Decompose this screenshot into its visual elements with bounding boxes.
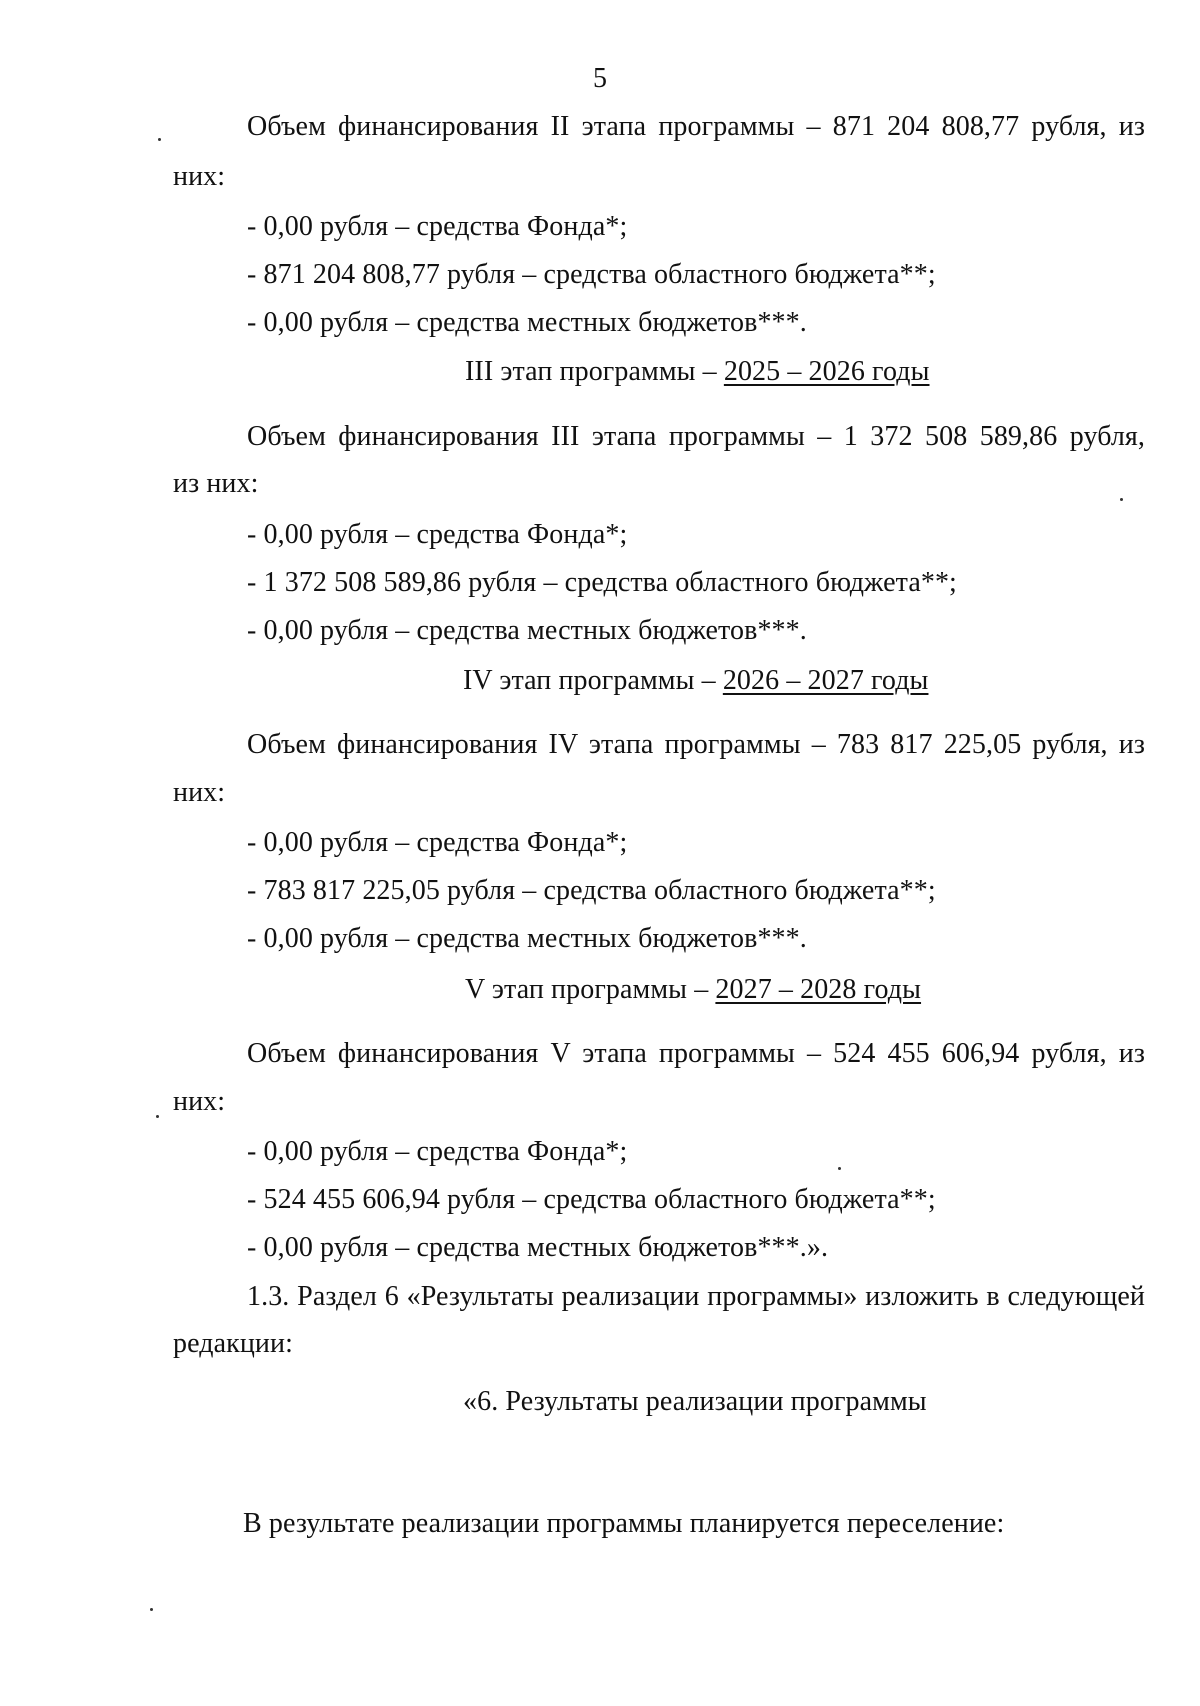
stage3-heading-years: 2025 – 2026 годы [723,356,930,387]
scan-speck [150,1608,153,1611]
scan-speck [1120,498,1123,501]
stage3-item-fund: - 0,00 рубля – средства Фонда*; [247,519,628,550]
stage5-financing-cont: них: [173,1086,226,1117]
stage4-heading [463,664,928,698]
stage5-heading-years: 2027 – 2028 годы [715,974,922,1005]
stage4-item-regional: - 783 817 225,05 рубля – средства областного бюджета**; [247,875,936,906]
scan-speck [158,138,161,141]
stage4-heading-years: 2026 – 2027 годы [722,665,929,696]
stage5-item-regional: - 524 455 606,94 рубля – средства областного бюджета**; [247,1184,936,1215]
stage3-item-local: - 0,00 рубля – средства местных бюджетов***. [247,615,807,646]
stage3-financing-line: Объем финансирования III этапа программы – 1 372 508 589,86 рубля, [247,421,1145,452]
section-1-3-line1: 1.3. Раздел 6 «Результаты реализации программы» изложить в следующей [247,1281,1145,1312]
stage5-financing-line: Объем финансирования V этапа программы – 524 455 606,94 рубля, из [247,1038,1145,1069]
section6-heading: «6. Результаты реализации программы [463,1386,927,1417]
stage2-item-fund: - 0,00 рубля – средства Фонда*; [247,211,628,242]
stage2-item-regional: - 871 204 808,77 рубля – средства областного бюджета**; [247,259,936,290]
stage2-financing-line: Объем финансирования II этапа программы – 871 204 808,77 рубля, из [247,111,1145,142]
stage4-item-local: - 0,00 рубля – средства местных бюджетов***. [247,923,807,954]
stage3-heading [465,355,930,389]
stage5-item-fund: - 0,00 рубля – средства Фонда*; [247,1136,628,1167]
stage4-financing-line: Объем финансирования IV этапа программы – 783 817 225,05 рубля, из [247,729,1145,760]
stage5-heading [465,973,921,1007]
page-number: 5 [592,63,608,94]
section-1-3-line2: редакции: [173,1328,293,1359]
stage3-item-regional: - 1 372 508 589,86 рубля – средства областного бюджета**; [247,567,957,598]
stage4-heading-prefix: IV этап программы – [463,665,723,696]
stage2-item-local: - 0,00 рубля – средства местных бюджетов***. [247,307,807,338]
scan-speck [838,1167,841,1170]
stage2-financing-cont: них: [173,161,226,192]
stage3-financing-cont: из них: [173,468,259,499]
stage5-heading-prefix: V этап программы – [465,974,716,1005]
stage4-item-fund: - 0,00 рубля – средства Фонда*; [247,827,628,858]
scan-speck [156,1115,159,1118]
stage5-item-local: - 0,00 рубля – средства местных бюджетов***.». [247,1232,829,1263]
stage3-heading-prefix: III этап программы – [465,356,724,387]
results-intro: В результате реализации программы планируется переселение: [243,1508,1005,1539]
stage4-financing-cont: них: [173,777,226,808]
